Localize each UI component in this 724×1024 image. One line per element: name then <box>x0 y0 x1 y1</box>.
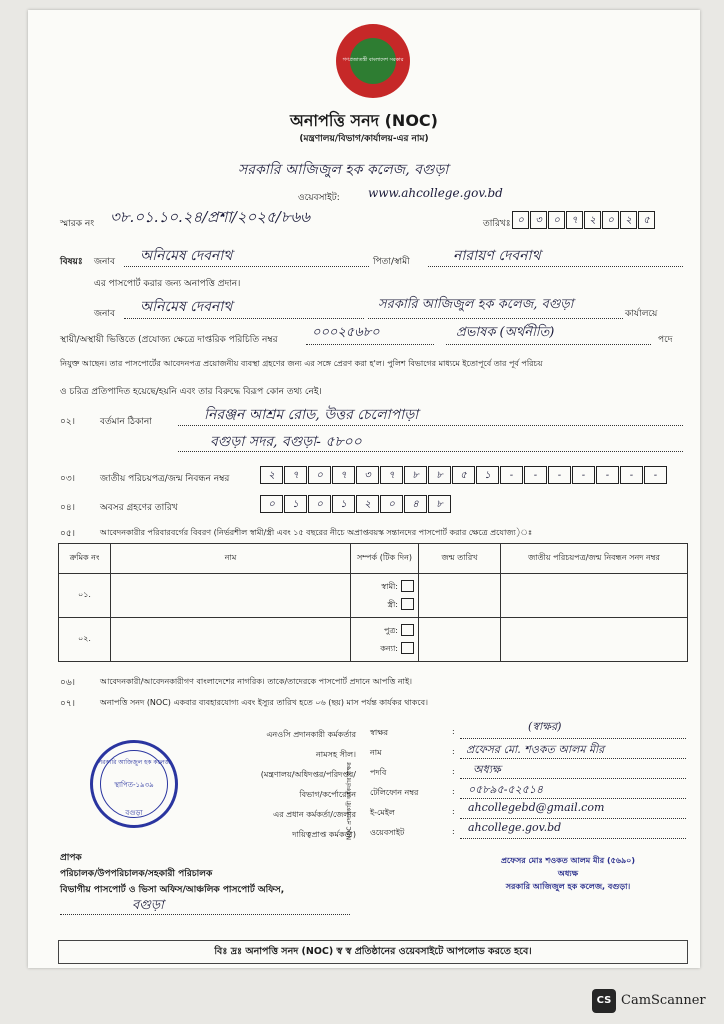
signature-value: (স্বাক্ষর) <box>528 720 562 733</box>
subject-mr-label: জনাব <box>94 257 116 267</box>
table-row <box>59 574 688 618</box>
row-serial: ০২. <box>59 618 111 662</box>
row-serial: ০১. <box>59 574 111 618</box>
vertical-note: NOC প্রদানকারী কর্মকর্তার স্বাক্ষর <box>346 762 353 840</box>
row-nid-cell <box>501 574 688 618</box>
designation: প্রভাষক (অর্থনীতি) <box>456 325 555 340</box>
family-table <box>58 543 688 662</box>
nid-boxes: ২ ৭ ০ ৭ ৩ ৭ ৮ ৮ ৫ ১ - - - - - - - <box>260 466 668 484</box>
recipient-label: প্রাপক <box>60 853 82 863</box>
item-02-number: ০২। <box>60 417 75 427</box>
item-04-number: ০৪। <box>60 503 75 513</box>
document-title: অনাপত্তি সনদ (NOC) <box>290 111 438 130</box>
government-emblem <box>336 24 410 98</box>
subject-line2: এর পাসপোর্ট করার জন্য অনাপত্তি প্রদান। <box>94 279 241 289</box>
item-06-number: ০৬। <box>60 678 75 688</box>
father-label: পিতা/স্বামী <box>373 257 410 267</box>
father-name: নারায়ণ দেবনাথ <box>453 248 541 264</box>
row-nid-cell <box>501 618 688 662</box>
signatory-line: নামসহ সীল। <box>316 750 356 759</box>
col-relation: সম্পর্ক (টিক দিন) <box>351 544 419 574</box>
noc-document: গণপ্রজাতন্ত্রী বাংলাদেশ সরকার অনাপত্তি সনদ (NOC) (মন্ত্রণালয়/বিভাগ/কার্যালয়-এর নাম) সরকারি আজিজুল হক কলেজ, বগুড়া ওয়েবসাইট: www.ahcollege.gov.bd স্মারক নং ৩৮.০১.১০.২৪/প্রশা/২০২৫/৮৬৬ তারিখঃ ০ ৩ ০ ৭ ২ ০ ২ ৫ বিষয়ঃ জনাব অনিমেষ দেবনাথ পিতা/স্বামী নারায়ণ দেবনাথ এর পাসপোর্ট করার জন্য অনাপত্তি প্রদান। জনাব অনিমেষ দেবনাথ সরকারি আজিজুল হক কলেজ, বগুড়া কার্যালয়ে স্থায়ী/অস্থায়ী ভিত্তিতে (প্রযোজ্য ক্ষেত্রে দাপ্তরিক পরিচিতি নম্বর ০০০২৫৬৮০ প্রভাষক (অর্থনীতি) পদে নিযুক্ত আছেন। তার পাসপোর্টের আবেদনপত্র প্রয়োজনীয় ব্যবস্থা গ্রহণের জন্য এর সঙ্গে প্রেরণ করা হ'ল। পুলিশ বিভাগের মাধ্যমে ইতোপূর্বে তার পূর্ব পরিচয় ও চরিত্র প্রতিপাদিত হয়েছে/হয়নি এবং তার বিরুদ্ধে বিরূপ কোন তথ্য নেই। ০২। বর্তমান ঠিকানা নিরঞ্জন আশ্রম রোড, উত্তর চেলোপাড়া বগুড়া সদর, বগুড়া- ৫৮০০ ০৩। জাতীয় পরিচয়পত্র/জন্ম নিবন্ধন নম্বর ২ ৭ ০ ৭ ৩ ৭ ৮ ৮ ৫ ১ - - - - - - - ০৪। অবসর গ্রহণের তারিখ ০ ১ ০ ১ ২ ০ ৪ ৮ ০৫। আবেদনকারীর পরিবারবর্গের বিবরণ (নির্ভরশীল স্বামী/স্ত্রী এবং ১৫ বছরের নীচে অপ্রাপ্তবয়স্ক সন্তানদের পাসপোর্ট করার ক্ষেত্রে প্রযোজ্য)ঃ ক্রমিক নং নাম সম্পর্ক (টিক দিন) জন্ম তারিখ জাতীয় পরিচয়পত্র/জন্ম নিবন্ধন সনদ নম্বর ০১. স্বামী: স্ত্রী: ০২. পুত্র: কন্যা: ০৬। আবেদনকারী/আবেদনকারীগণ বাংলাদেশের নাগরিক। তাকে/তাদেরকে পাসপোর্ট প্রদানে আপত্তি নাই। ০৭। অনাপত্তি সনদ (NOC) একবার ব্যবহারযোগ্য এবং ইস্যুর তারিখ হতে ০৬ (ছয়) মাস পর্যন্ত কার্যকর থাকবে। সরকারি আজিজুল হক কলেজ স্থাপিত-১৯৩৯ বগুড়া এনওসি প্রদানকারী কর্মকর্তার নামসহ সীল। (মন্ত্রণালয়/অধিদপ্তর/পরিদপ্তর/ বিভাগ/কর্পোরেশন এর প্রধান কর্মকর্তা/জেলার দায়িত্বপ্রাপ্ত কর্মকর্তা) NOC প্রদানকারী কর্মকর্তার স্বাক্ষর স্বাক্ষর নাম পদবি টেলিফোন নম্বর ই-মেইল ওয়েবসাইট : : : : : : (স্বাক্ষর) প্রফেসর মো. শওকত আলম মীর অধ্যক্ষ ০৫৮৯৫-৫২৫১৪ ahcollegebd@gmail.com ahcollege.gov.bd প্রফেসর মোঃ শওকত আলম মীর (৫৬৯০) অধ্যক্ষ সরকারি আজিজুল হক কলেজ, বগুড়া। প্রাপক পরিচালক/উপপরিচালক/সহকারী পরিচালক বিভাগীয় পাসপোর্ট ও ভিসা অফিস/আঞ্চলিক পাসপোর্ট অফিস, বগুড়া বিঃ দ্রঃ অনাপত্তি সনদ (NOC) স্ব স্ব প্রতিষ্ঠানের ওয়েবসাইটে আপলোড করতে হবে। <box>28 10 700 968</box>
col-nid: জাতীয় পরিচয়পত্র/জন্ম নিবন্ধন সনদ নম্বর <box>501 544 688 574</box>
row-relation-cell: পুত্র: কন্যা: <box>351 618 419 662</box>
row-name-cell <box>111 574 351 618</box>
signatory-line: দায়িত্বপ্রাপ্ত কর্মকর্তা) <box>292 830 356 839</box>
website-field-value: ahcollege.gov.bd <box>468 821 562 834</box>
address-line2: বগুড়া সদর, বগুড়া- ৫৮০০ <box>210 434 362 450</box>
body-mr-label: জনাব <box>94 309 116 319</box>
signatory-line: এর প্রধান কর্মকর্তা/জেলার <box>273 810 356 819</box>
field-label: ই-মেইল <box>370 808 395 817</box>
phone-value: ০৫৮৯৫-৫২৫১৪ <box>468 783 544 796</box>
date-boxes: ০ ৩ ০ ৭ ২ ০ ২ ৫ <box>512 211 656 229</box>
office-suffix: কার্যালয়ে <box>625 309 658 319</box>
wife-checkbox[interactable] <box>401 598 414 610</box>
row-relation-cell: স্বামী: স্ত্রী: <box>351 574 419 618</box>
body-para2: নিযুক্ত আছেন। তার পাসপোর্টের আবেদনপত্র প্রয়োজনীয় ব্যবস্থা গ্রহণের জন্য এর সঙ্গে প্রেরণ করা হ'ল। পুলিশ বিভাগের মাধ্যমে ইতোপূর্বে তার পূর্ব পরিচয় <box>60 359 543 368</box>
col-name: নাম <box>111 544 351 574</box>
col-birthdate: জন্ম তারিখ <box>419 544 501 574</box>
row-birthdate-cell <box>419 618 501 662</box>
address-label: বর্তমান ঠিকানা <box>100 417 152 427</box>
website-label: ওয়েবসাইট: <box>298 193 340 203</box>
office-name: সরকারি আজিজুল হক কলেজ, বগুড়া <box>238 162 449 178</box>
body-para3: ও চরিত্র প্রতিপাদিত হয়েছে/হয়নি এবং তার বিরুদ্ধে বিরূপ কোন তথ্য নেই। <box>60 387 322 397</box>
signatory-line: (মন্ত্রণালয়/অধিদপ্তর/পরিদপ্তর/ <box>260 770 356 779</box>
table-row <box>59 618 688 662</box>
perm-text: স্থায়ী/অস্থায়ী ভিত্তিতে (প্রযোজ্য ক্ষেত্রে দাপ্তরিক পরিচিতি নম্বর <box>60 335 278 345</box>
body-name: অনিমেষ দেবনাথ <box>140 299 233 315</box>
stamp-college: সরকারি আজিজুল হক কলেজ, বগুড়া। <box>505 882 631 891</box>
name-value: প্রফেসর মো. শওকত আলম মীর <box>466 743 605 756</box>
recipient-line2: বিভাগীয় পাসপোর্ট ও ভিসা অফিস/আঞ্চলিক পাসপোর্ট অফিস, <box>60 885 285 895</box>
husband-checkbox[interactable] <box>401 580 414 592</box>
nid-label: জাতীয় পরিচয়পত্র/জন্ম নিবন্ধন নম্বর <box>100 474 230 484</box>
item-05-number: ০৫। <box>60 529 75 539</box>
emblem-text: গণপ্রজাতন্ত্রী বাংলাদেশ সরকার <box>342 57 404 63</box>
recipient-line1: পরিচালক/উপপরিচালক/সহকারী পরিচালক <box>60 869 213 879</box>
item-03-number: ০৩। <box>60 474 75 484</box>
id-number: ০০০২৫৬৮০ <box>312 325 380 340</box>
document-subtitle: (মন্ত্রণালয়/বিভাগ/কার্যালয়-এর নাম) <box>299 134 429 144</box>
son-checkbox[interactable] <box>401 624 414 636</box>
subject-name: অনিমেষ দেবনাথ <box>140 248 233 264</box>
retire-boxes: ০ ১ ০ ১ ২ ০ ৪ ৮ <box>260 495 452 513</box>
college-seal: সরকারি আজিজুল হক কলেজ স্থাপিত-১৯৩৯ বগুড়া <box>90 740 178 828</box>
field-label: টেলিফোন নম্বর <box>370 788 419 797</box>
website-value: www.ahcollege.gov.bd <box>368 186 503 200</box>
retire-label: অবসর গ্রহণের তারিখ <box>100 503 178 513</box>
signatory-line: এনওসি প্রদানকারী কর্মকর্তার <box>266 730 356 739</box>
declaration-07: অনাপত্তি সনদ (NOC) একবার ব্যবহারযোগ্য এবং ইস্যুর তারিখ হতে ০৬ (ছয়) মাস পর্যন্ত কার্যকর থাকবে। <box>100 698 428 707</box>
declaration-06: আবেদনকারী/আবেদনকারীগণ বাংলাদেশের নাগরিক। তাকে/তাদেরকে পাসপোর্ট প্রদানে আপত্তি নাই। <box>100 677 413 686</box>
field-label: পদবি <box>370 768 387 777</box>
stamp-title: অধ্যক্ষ <box>557 869 579 878</box>
address-line1: নিরঞ্জন আশ্রম রোড, উত্তর চেলোপাড়া <box>204 407 419 423</box>
field-label: স্বাক্ষর <box>370 728 389 737</box>
signatory-line: বিভাগ/কর্পোরেশন <box>299 790 356 799</box>
date-label: তারিখঃ <box>483 219 511 229</box>
subject-label: বিষয়ঃ <box>60 257 83 267</box>
memo-number: ৩৮.০১.১০.২৪/প্রশা/২০২৫/৮৬৬ <box>110 208 311 226</box>
row-birthdate-cell <box>419 574 501 618</box>
item-07-number: ০৭। <box>60 699 75 709</box>
stamp-name: প্রফেসর মোঃ শওকত আলম মীর (৫৬৯০) <box>500 856 636 865</box>
camscanner-logo: CS <box>592 989 616 1013</box>
memo-label: স্মারক নং <box>60 219 95 229</box>
email-value: ahcollegebd@gmail.com <box>468 801 605 814</box>
footer-note: বিঃ দ্রঃ অনাপত্তি সনদ (NOC) স্ব স্ব প্রতিষ্ঠানের ওয়েবসাইটে আপলোড করতে হবে। <box>58 940 688 964</box>
recipient-city: বগুড়া <box>132 898 164 913</box>
field-label: নাম <box>370 748 382 757</box>
camscanner-text: CamScanner <box>621 993 706 1008</box>
field-label: ওয়েবসাইট <box>370 828 405 837</box>
col-serial: ক্রমিক নং <box>59 544 111 574</box>
post-suffix: পদে <box>658 335 673 345</box>
row-name-cell <box>111 618 351 662</box>
designation-value: অধ্যক্ষ <box>473 763 501 776</box>
body-office: সরকারি আজিজুল হক কলেজ, বগুড়া <box>378 297 574 312</box>
daughter-checkbox[interactable] <box>401 642 414 654</box>
family-text: আবেদনকারীর পরিবারবর্গের বিবরণ (নির্ভরশীল স্বামী/স্ত্রী এবং ১৫ বছরের নীচে অপ্রাপ্তবয়স্ক সন্তানদের পাসপোর্ট করার ক্ষেত্রে প্রযোজ্য)ঃ <box>100 528 533 537</box>
